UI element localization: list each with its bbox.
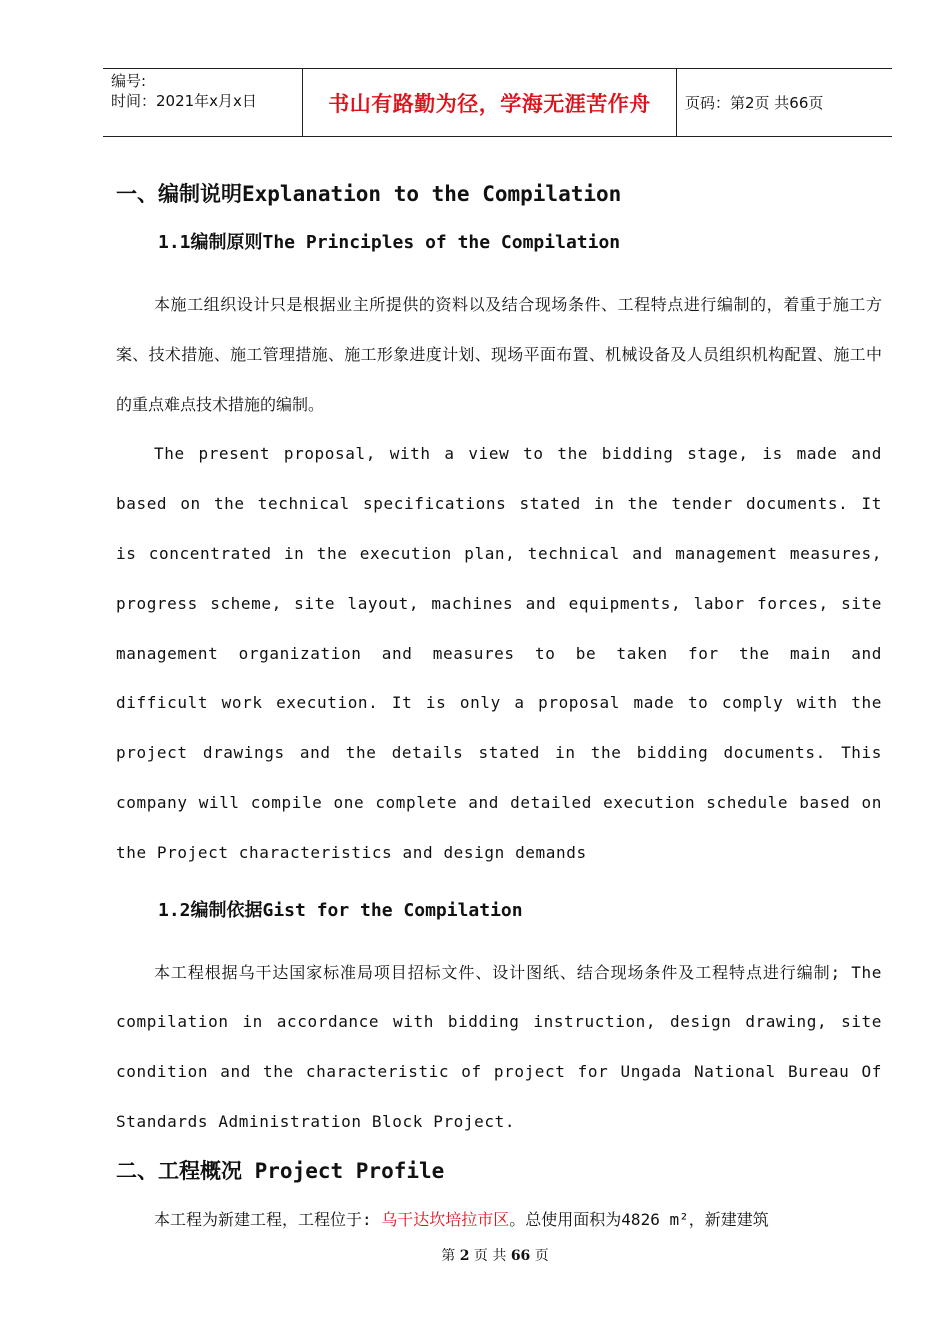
subsection-1-2-title: 1.2编制依据Gist for the Compilation <box>158 899 523 921</box>
footer-middle: 页 共 <box>473 1248 507 1264</box>
time-label: 时间：2021年x月x日 <box>111 92 257 110</box>
subsection-1-1-english-paragraph: The present proposal, with a view to the bidding stage, is made and based on the technical specifications stated in the tender documents. It is concentrated in the execution plan, technical and management measures, progress scheme, site layout, machines and equipments, labor forces, site management organization and measures to be taken for the main and difficult work execution. It is only a proposal made to comply with the project drawings and the details stated in the bidding documents. This company will compile one complete and detailed execution schedule based on the Project characteristics and design demands <box>116 444 882 862</box>
project-location: 乌干达坎培拉市区 <box>381 1209 510 1229</box>
subsection-1-1-title: 1.1编制原则The Principles of the Compilation <box>158 232 621 253</box>
page-footer <box>0 1245 950 1265</box>
section-1-title: 一、编制说明Explanation to the Compilation <box>116 182 622 206</box>
footer-suffix: 页 <box>534 1248 549 1264</box>
subsection-1-2-paragraph: 本工程根据乌干达国家标准局项目招标文件、设计图纸、结合现场条件及工程特点进行编制; The compilation in accordance with bidding instruction, design drawing, site condition and the characteristic of project for Ungada National Bureau Of Standards Administration Block Project. <box>116 962 882 1131</box>
subsection-1-1-chinese-paragraph: 本施工组织设计只是根据业主所提供的资料以及结合现场条件、工程特点进行编制的，着重于施工方案、技术措施、施工管理措施、施工形象进度计划、现场平面布置、机械设备及人员组织机构配置、施工中的重点难点技术措施的编制。 <box>116 295 882 414</box>
header-page-label: 页码：第2页 共66页 <box>685 94 824 112</box>
header-meta <box>103 69 303 136</box>
header-motto: 书山有路勤为径，学海无涯苦作舟 <box>303 69 677 136</box>
section-2-title: 二、工程概况 Project Profile <box>116 1158 445 1183</box>
section-2-text-before: 本工程为新建工程，工程位于: <box>154 1209 382 1229</box>
section-2-paragraph <box>116 1195 882 1245</box>
footer-prefix: 第 <box>441 1248 456 1264</box>
document-body <box>116 170 882 1245</box>
page-header <box>103 68 892 137</box>
serial-label: 编号: <box>111 72 147 90</box>
footer-total-pages: 66 <box>510 1248 531 1264</box>
footer-page-number: 2 <box>459 1248 470 1264</box>
section-2-text-after: 。总使用面积为4826 m²，新建建筑 <box>509 1209 769 1229</box>
